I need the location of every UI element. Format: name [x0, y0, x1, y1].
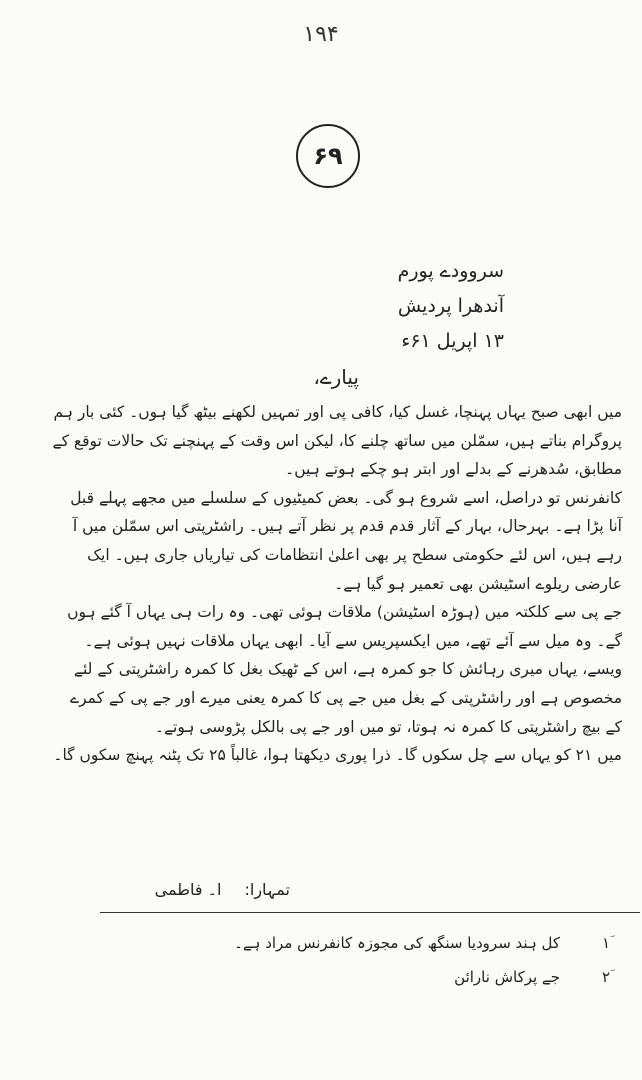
address-line: آندھرا پردیش [397, 295, 504, 317]
letter-closing [137, 880, 290, 899]
footnotes [70, 926, 610, 994]
footnote [70, 926, 610, 960]
letter-date: ۱۳ اپریل ۶۱ء [401, 330, 504, 352]
body-paragraph: میں ابھی صبح یہاں پہنچا، غسل کیا، کافی پی اور تمہیں لکھنے بیٹھ گیا ہوں۔ کئی بار ہم پروگرام بناتے ہیں، سمّلن میں ساتھ چلنے کا، لیکن اس وقت کے پہنچنے تک حالات توقع کے مطابق، سُدھرنے کے بدلے اور ابتر ہو چکے ہوتے ہیں۔ [52, 403, 622, 479]
body-paragraph: کانفرنس تو دراصل، اسے شروع ہو گی۔ بعض کمیٹیوں کے سلسلے میں مجھے پہلے قبل آنا پڑا ہے۔ بہرحال، بہار کے آثار قدم قدم پر نظر آتے ہیں۔ راشٹرپتی اس سمّلن میں آ رہے ہیں، اس لئے حکومتی سطح پر بھی اعلیٰ انتظامات کی تیاریاں جاری ہیں۔ ایک عارضی ریلوے اسٹیشن بھی تعمیر ہو گیا ہے۔ [70, 488, 622, 593]
sender-address [398, 254, 504, 359]
footnote-text: کل ہند سرودیا سنگھ کی مجوزہ کانفرنس مراد ہے۔ [234, 934, 560, 952]
closing-word: تمہارا: [244, 880, 290, 899]
address-line: سروودے پورم [397, 260, 504, 282]
letter-number-circle [296, 124, 360, 188]
letter-number: ۶۹ [313, 142, 343, 170]
footnote-divider [100, 912, 640, 913]
footnote [70, 960, 610, 994]
footnote-marker: ؔ۱ [601, 934, 610, 952]
body-paragraph: جے پی سے کلکتہ میں (ہوڑہ اسٹیشن) ملاقات ہوئی تھی۔ وہ رات ہی یہاں آ گئے ہوں گے۔ وہ میل سے آئے تھے، میں ایکسپریس سے آیا۔ ابھی یہاں ملاقات نہیں ہوئی ہے۔ ویسے، یہاں میری رہائش کا جو کمرہ ہے، اس کے ٹھیک بغل کا کمرہ راشٹرپتی کے لئے مخصوص ہے اور راشٹرپتی کے بغل میں جے پی کا کمرہ یعنی میرے اور جے پی کے کمرے کے بیچ راشٹرپتی کا کمرہ نہ ہوتا، تو میں اور جے پی بالکل پڑوسی ہوتے۔ [67, 603, 622, 736]
salutation: پیارے، [313, 365, 359, 389]
footnote-marker: ؔ۲ [601, 968, 610, 986]
signature-name: ا۔ فاطمی [154, 880, 222, 899]
letter-body [52, 398, 622, 770]
body-paragraph: میں ۲۱ کو یہاں سے چل سکوں گا۔ ذرا پوری دیکھتا ہوا، غالباً ۲۵ تک پٹنہ پہنچ سکوں گا۔ [53, 746, 622, 765]
page-number: ۱۹۴ [303, 22, 339, 47]
footnote-text: جے پرکاش نارائن [454, 968, 560, 986]
